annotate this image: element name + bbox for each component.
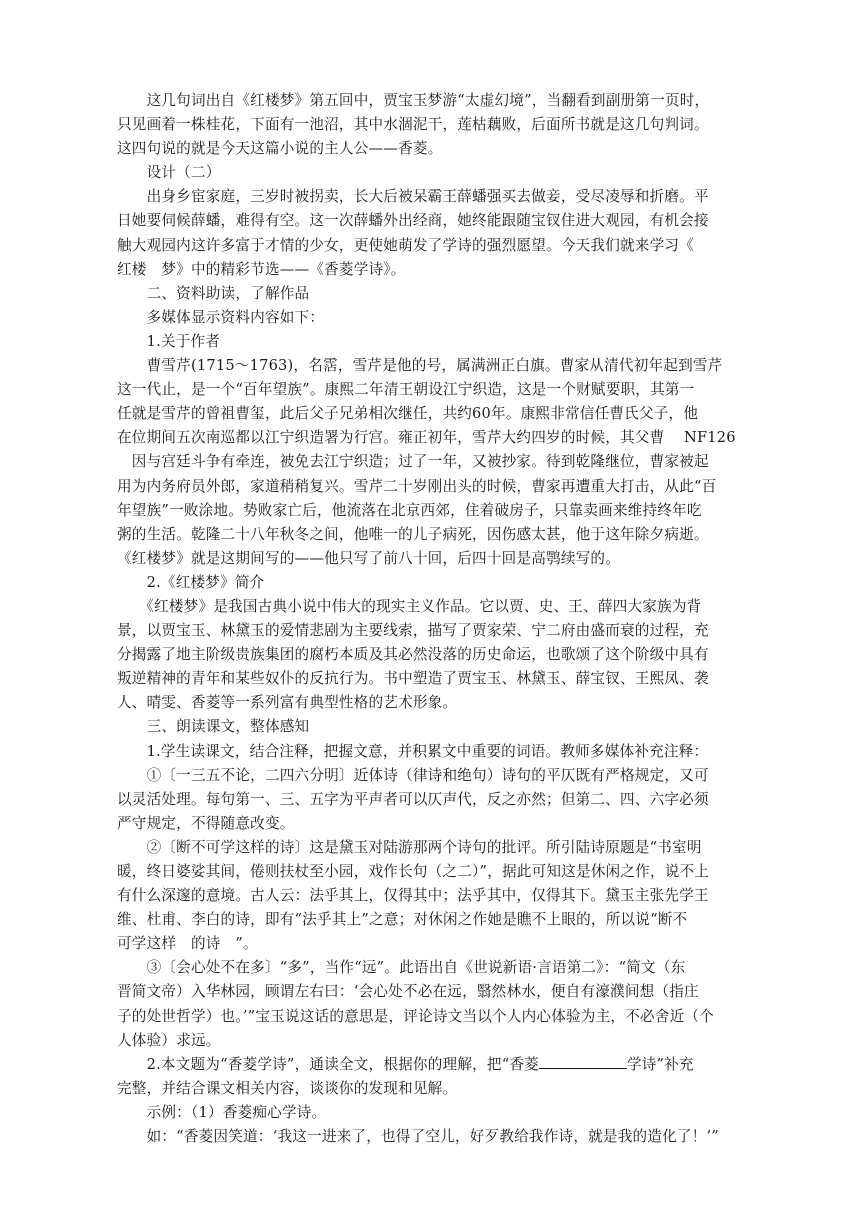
- text-line: 子的处世哲学）也。’”宝玉说这话的意思是，评论诗文当以个人内心体验为主，不必舍近（个: [117, 1007, 714, 1025]
- fill-in-line: [117, 1053, 734, 1077]
- text-line: 叛逆精神的青年和某些奴仆的反抗行为。书中塑造了贾宝玉、林黛玉、薛宝钗、王熙凤、袭: [117, 670, 709, 688]
- text-line: ②〔断不可学这样的诗〕这是黛玉对陆游那两个诗句的批评。所引陆诗原题是“书室明: [117, 838, 702, 856]
- text-line: 景，以贾宝玉、林黛玉的爱情悲剧为主要线索，描写了贾家荣、宁二府由盛而衰的过程，充: [117, 622, 709, 640]
- text-line: 用为内务府员外郎，家道稍稍复兴。雪芹二十岁刚出头的时候，曹家再遭重大打击，从此“百: [117, 477, 717, 495]
- text-line: 人体验）求远。: [117, 1031, 221, 1049]
- document-page: [117, 89, 734, 1149]
- text-line: ③〔会心处不在多〕“多”，当作“远”。此语出自《世说新语·言语第二》：“简文（东: [117, 959, 686, 977]
- text-line: 人、晴雯、香菱等一系列富有典型性格的艺术形象。: [117, 694, 458, 712]
- text-line: 晋简文帝）入华林园，顾谓左右曰：‘会心处不必在远，翳然林水，便自有濠濮间想（指庄: [117, 983, 699, 1001]
- text-line: 出身乡宦家庭，三岁时被拐卖，长大后被呆霸王薛蟠强买去做妾，受尽凌辱和折磨。平: [117, 188, 709, 206]
- text-line: 有什么深邃的意境。古人云：法乎其上，仅得其中；法乎其中，仅得其下。黛玉主张先学王: [117, 887, 709, 905]
- text-line: 曹雪芹(1715～1763)，名霑，雪芹是他的号，属满洲正白旗。曹家从清代初年起到雪芹: [117, 357, 723, 375]
- text-line: 这几句词出自《红楼梦》第五回中，贾宝玉梦游“太虚幻境”，当翻看到副册第一页时，: [117, 92, 710, 109]
- text-line: 维、杜甫、李白的诗，即有“法乎其上”之意；对休闲之作她是瞧不上眼的，所以说“断不: [117, 911, 688, 929]
- fill-in-suffix: 学诗”补充: [626, 1055, 694, 1073]
- section-heading: 二、资料助读，了解作品: [117, 284, 310, 302]
- text-line: 这四句说的就是今天这篇小说的主人公——香菱。: [117, 140, 443, 158]
- text-line: 这一代止，是一个“百年望族”。康熙二年清王朝设江宁织造，这是一个财赋要职，其第一: [117, 381, 695, 399]
- text-line: 可学这样 的诗 ”。: [117, 935, 258, 953]
- text-line: 日她要伺候薛蟠，难得有空。这一次薛蟠外出经商，她终能跟随宝钗住进大观园，有机会接: [117, 212, 709, 230]
- section-heading: 三、朗读课文，整体感知: [117, 718, 310, 736]
- text-line: 如：“香菱因笑道：‘我这一进来了，也得了空儿，好歹教给我作诗，就是我的造化了！’”: [117, 1128, 719, 1146]
- text-line: 严守规定，不得随意改变。: [117, 814, 295, 832]
- subsection-heading: 1.关于作者: [117, 332, 221, 350]
- answer-blank: [539, 1054, 627, 1069]
- subsection-heading: 2.《红楼梦》简介: [117, 573, 265, 591]
- text-line: 触大观园内这许多富于才情的少女，更使她萌发了学诗的强烈愿望。今天我们就来学习《: [117, 236, 694, 254]
- text-line: 示例：（1）香菱痴心学诗。: [117, 1103, 327, 1121]
- text-line: 分揭露了地主阶级贵族集团的腐朽本质及其必然没落的历史命运，也歌颂了这个阶级中具有: [117, 646, 709, 664]
- fill-in-prefix: 2.本文题为“香菱学诗”，通读全文，根据你的理解，把“香菱: [117, 1055, 539, 1073]
- text-line: 以灵活处理。每句第一、三、五字为平声者可以仄声代，反之亦然；但第二、四、六字必须: [117, 790, 709, 808]
- text-line: 只见画着一株桂花，下面有一池沼，其中水涸泥干，莲枯藕败，后面所书就是这几句判词。: [117, 116, 709, 134]
- text-line: ①〔一三五不论，二四六分明〕近体诗（律诗和绝句）诗句的平仄既有严格规定，又可: [117, 766, 709, 784]
- text-line: 红楼 梦》中的精彩节选——《香菱学诗》。: [117, 260, 406, 278]
- text-line: 多媒体显示资料内容如下：: [117, 308, 325, 326]
- text-line: 因与宫廷斗争有牵连，被免去江宁织造；过了一年，又被抄家。待到乾隆继位，曹家被起: [117, 453, 709, 471]
- text-line: 暖，终日婆娑其间，倦则扶杖至小园，戏作长句（之二）”，据此可知这是休闲之作，说不上: [117, 863, 710, 880]
- text-line: 年望族”一败涂地。势败家亡后，他流落在北京西郊，住着破房子，只靠卖画来维持终年吃: [117, 501, 702, 519]
- text-line: 《红楼梦》是我国古典小说中伟大的现实主义作品。它以贾、史、王、薛四大家族为背: [117, 597, 702, 615]
- text-line: 1.学生读课文，结合注释，把握文意，并积累文中重要的词语。教师多媒体补充注释：: [117, 742, 709, 760]
- text-line: 粥的生活。乾隆二十八年秋冬之间，他唯一的儿子病死，因伤感太甚，他于这年除夕病逝。: [117, 525, 709, 543]
- text-line: 任就是雪芹的曾祖曹玺，此后父子兄弟相次继任，共约60年。康熙非常信任曹氏父子，他: [117, 405, 699, 423]
- section-heading: 设计（二）: [117, 164, 221, 182]
- text-line: 完整，并结合课文相关内容，谈谈你的发现和见解。: [117, 1079, 458, 1097]
- text-line: 《红楼梦》就是这期间写的——他只写了前八十回，后四十回是高鹗续写的。: [117, 549, 620, 567]
- text-line: 在位期间五次南巡都以江宁织造署为行宫。雍正初年，雪芹大约四岁的时候，其父曹 NF126: [117, 429, 736, 447]
